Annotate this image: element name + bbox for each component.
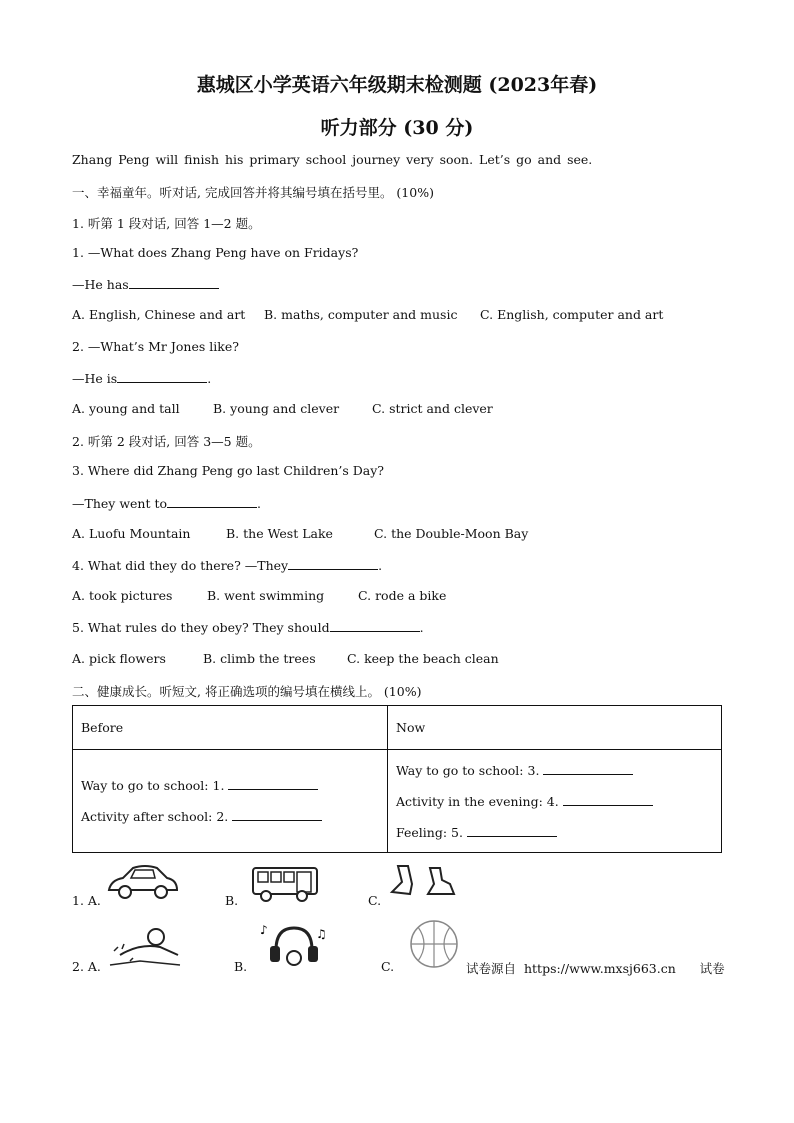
section1-heading: 一、幸福童年。听对话, 完成回答并将其编号填在括号里。 (10%) bbox=[72, 185, 434, 200]
now-label-1: Way to go to school: 3. bbox=[396, 762, 540, 778]
watermark bbox=[466, 959, 725, 977]
answer-line-2 bbox=[72, 370, 211, 386]
option-1a: A. English, Chinese and art bbox=[72, 307, 246, 322]
question-3: 3. Where did Zhang Peng go last Children’s Day? bbox=[72, 463, 384, 478]
header-before: Before bbox=[73, 706, 388, 750]
page-subtitle: 听力部分 (30 分) bbox=[320, 117, 474, 139]
option-3c: C. the Double-Moon Bay bbox=[374, 526, 529, 541]
reading-icon bbox=[100, 925, 190, 974]
option-4a: A. took pictures bbox=[72, 588, 173, 603]
answer-end: . bbox=[378, 558, 383, 573]
now-row-3 bbox=[396, 817, 713, 848]
page-title: 惠城区小学英语六年级期末检测题 (2023年春) bbox=[196, 74, 598, 96]
question-2: 2. —What’s Mr Jones like? bbox=[72, 339, 239, 354]
before-cell bbox=[73, 750, 388, 853]
before-row-2 bbox=[81, 801, 379, 832]
answer-blank[interactable] bbox=[330, 619, 420, 632]
answer-end: . bbox=[257, 496, 261, 511]
pic-row1-label-c: C. bbox=[368, 893, 382, 908]
walking-feet-icon bbox=[388, 862, 458, 906]
pic-row2-label-a: 2. A. bbox=[72, 959, 101, 974]
answer-blank[interactable] bbox=[543, 762, 633, 775]
question-4 bbox=[72, 557, 382, 573]
headphones-icon bbox=[258, 920, 328, 974]
answer-end: . bbox=[419, 620, 424, 635]
section2-heading: 二、健康成长。听短文, 将正确选项的编号填在横线上。 (10%) bbox=[72, 684, 422, 699]
svg-text:♫: ♫ bbox=[316, 927, 327, 941]
before-now-table bbox=[72, 705, 722, 853]
option-5a: A. pick flowers bbox=[72, 651, 166, 666]
answer-line-3 bbox=[72, 495, 261, 511]
option-2b: B. young and clever bbox=[213, 401, 340, 416]
option-4c: C. rode a bike bbox=[358, 588, 447, 603]
before-row-1 bbox=[81, 770, 379, 801]
pic-row1-label-a: 1. A. bbox=[72, 893, 101, 908]
pic-row2-label-b: B. bbox=[234, 959, 248, 974]
question-5 bbox=[72, 619, 424, 635]
option-3b: B. the West Lake bbox=[226, 526, 333, 541]
question-text: 4. What did they do there? —They bbox=[72, 558, 289, 573]
dialog1-instruction: 1. 听第 1 段对话, 回答 1—2 题。 bbox=[72, 216, 261, 231]
question-1: 1. —What does Zhang Peng have on Fridays? bbox=[72, 245, 359, 260]
answer-blank[interactable] bbox=[563, 793, 653, 806]
option-2a: A. young and tall bbox=[72, 401, 180, 416]
now-label-2: Activity in the evening: 4. bbox=[396, 793, 559, 809]
option-3a: A. Luofu Mountain bbox=[72, 526, 191, 541]
option-2c: C. strict and clever bbox=[372, 401, 493, 416]
watermark-tail: 试卷 bbox=[699, 961, 725, 976]
answer-blank[interactable] bbox=[467, 824, 557, 837]
option-5c: C. keep the beach clean bbox=[347, 651, 499, 666]
basketball-icon bbox=[404, 918, 464, 974]
answer-prefix: —They went to bbox=[72, 496, 168, 511]
bus-icon bbox=[250, 864, 320, 908]
answer-end: . bbox=[207, 371, 212, 386]
watermark-source: 试卷源自 bbox=[466, 961, 517, 976]
header-now: Now bbox=[388, 706, 722, 750]
watermark-url[interactable]: https://www.mxsj663.cn bbox=[523, 961, 676, 976]
svg-text:♪: ♪ bbox=[260, 923, 268, 937]
dialog2-instruction: 2. 听第 2 段对话, 回答 3—5 题。 bbox=[72, 434, 261, 449]
now-row-2 bbox=[396, 786, 713, 817]
answer-blank[interactable] bbox=[117, 370, 207, 383]
option-1b: B. maths, computer and music bbox=[264, 307, 458, 322]
before-label-2: Activity after school: 2. bbox=[81, 809, 229, 824]
car-icon bbox=[105, 862, 181, 906]
pic-row1-label-b: B. bbox=[225, 893, 239, 908]
answer-blank[interactable] bbox=[232, 808, 322, 821]
answer-blank[interactable] bbox=[228, 777, 318, 790]
answer-blank[interactable] bbox=[167, 495, 257, 508]
answer-blank[interactable] bbox=[129, 276, 219, 289]
answer-prefix: —He is bbox=[72, 371, 118, 386]
intro-text: Zhang Peng will finish his primary school journey very soon. Let’s go and see. bbox=[72, 152, 593, 167]
answer-blank[interactable] bbox=[288, 557, 378, 570]
now-cell bbox=[388, 750, 722, 853]
answer-prefix: —He has bbox=[72, 277, 129, 292]
now-label-3: Feeling: 5. bbox=[396, 824, 463, 840]
answer-line-1 bbox=[72, 276, 219, 292]
now-row-1 bbox=[396, 755, 713, 786]
before-label-1: Way to go to school: 1. bbox=[81, 778, 225, 793]
option-1c: C. English, computer and art bbox=[480, 307, 664, 322]
pic-row2-label-c: C. bbox=[381, 959, 395, 974]
option-5b: B. climb the trees bbox=[203, 651, 316, 666]
question-text: 5. What rules do they obey? They should bbox=[72, 620, 330, 635]
option-4b: B. went swimming bbox=[207, 588, 325, 603]
